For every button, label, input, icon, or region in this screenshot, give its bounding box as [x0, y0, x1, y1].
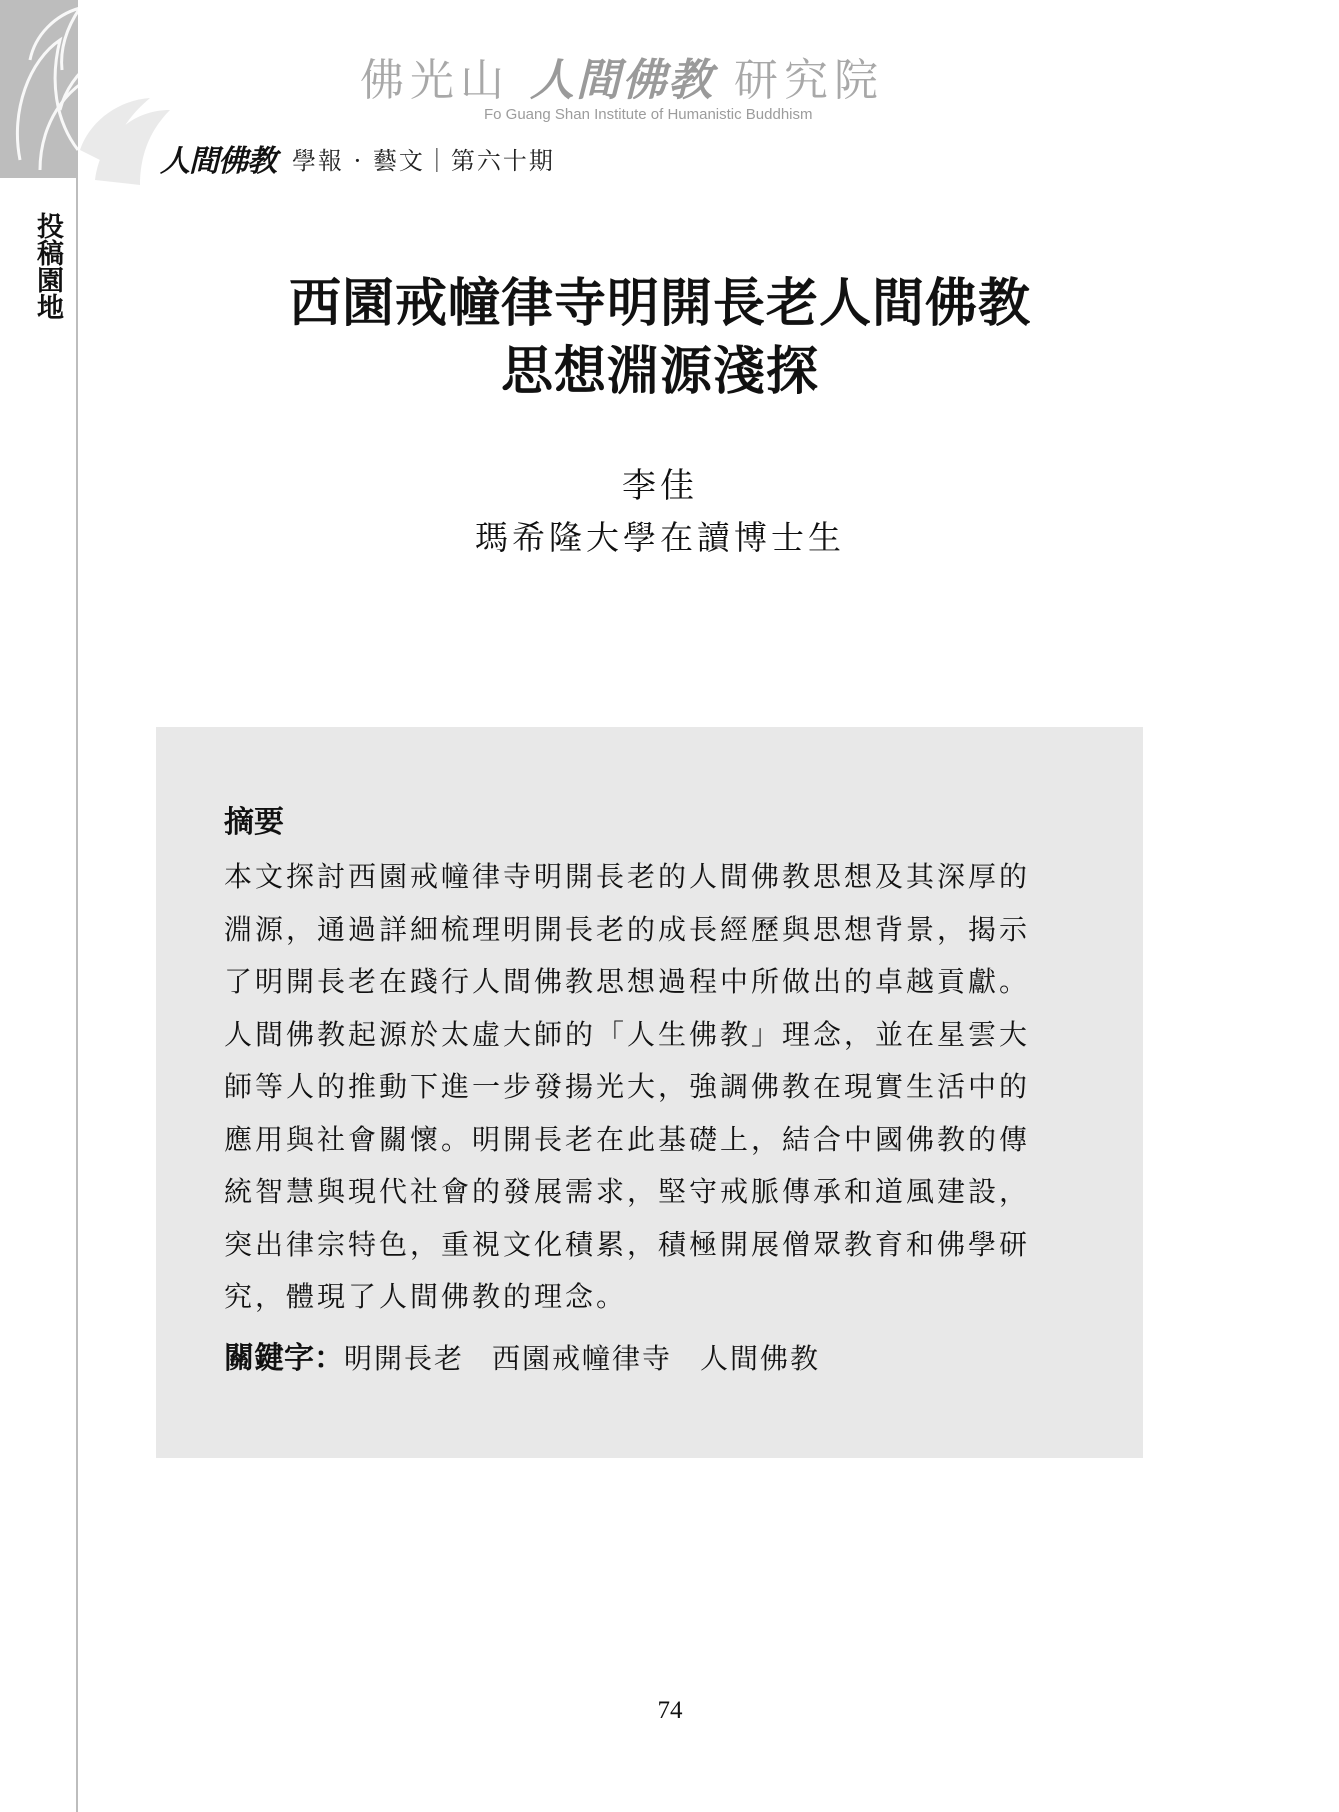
abstract-line: 統智慧與現代社會的發展需求，堅守戒脈傳承和道風建設，	[224, 1175, 1031, 1208]
institute-prefix: 佛光山	[360, 55, 510, 106]
keyword: 人間佛教	[700, 1341, 821, 1375]
abstract-box	[156, 727, 1143, 1458]
institute-brush-text: 人間佛教	[530, 55, 714, 106]
article-title	[160, 270, 1160, 406]
abstract-line: 應用與社會關懷。明開長老在此基礎上，結合中國佛教的傳	[224, 1122, 1031, 1156]
keywords-label: 關鍵字：	[224, 1340, 344, 1376]
abstract-line: 究，體現了人間佛教的理念。	[224, 1280, 628, 1313]
abstract-line: 師等人的推動下進一步發揚光大，強調佛教在現實生活中的	[224, 1070, 1031, 1103]
abstract-line: 了明開長老在踐行人間佛教思想過程中所做出的卓越貢獻。	[224, 965, 1031, 998]
abstract-line: 人間佛教起源於太虛大師的「人生佛教」理念，並在星雲大	[224, 1017, 1031, 1051]
abstract-line: 本文探討西園戒幢律寺明開長老的人間佛教思想及其深厚的	[224, 860, 1031, 893]
article-title-line-1: 西園戒幢律寺明開長老人間佛教	[288, 273, 1031, 334]
page-number: 74	[657, 1697, 683, 1724]
institute-name-chinese	[360, 44, 980, 108]
abstract-line: 淵源，通過詳細梳理明開長老的成長經歷與思想背景，揭示	[224, 912, 1031, 946]
author-affiliation: 瑪希隆大學在讀博士生	[475, 518, 845, 557]
journal-header	[160, 140, 760, 179]
article-title-line-2: 思想淵源淺探	[500, 341, 819, 402]
journal-logo: 人間佛教	[160, 144, 276, 179]
abstract-body	[224, 851, 1075, 1324]
author-name: 李佳	[622, 466, 698, 506]
journal-issue-info: 學報 · 藝文｜第六十期	[292, 146, 555, 175]
abstract-heading: 摘要	[224, 805, 284, 840]
keyword: 西園戒幢律寺	[492, 1341, 673, 1375]
section-label: 投稿園地	[32, 212, 63, 320]
keywords-row	[224, 1336, 1075, 1382]
institute-name-english: Fo Guang Shan Institute of Humanistic Buddhism	[484, 106, 813, 123]
institute-suffix: 研究院	[734, 55, 884, 106]
abstract-line: 突出律宗特色，重視文化積累，積極開展僧眾教育和佛學研	[224, 1227, 1031, 1261]
keyword: 明開長老	[344, 1341, 465, 1375]
